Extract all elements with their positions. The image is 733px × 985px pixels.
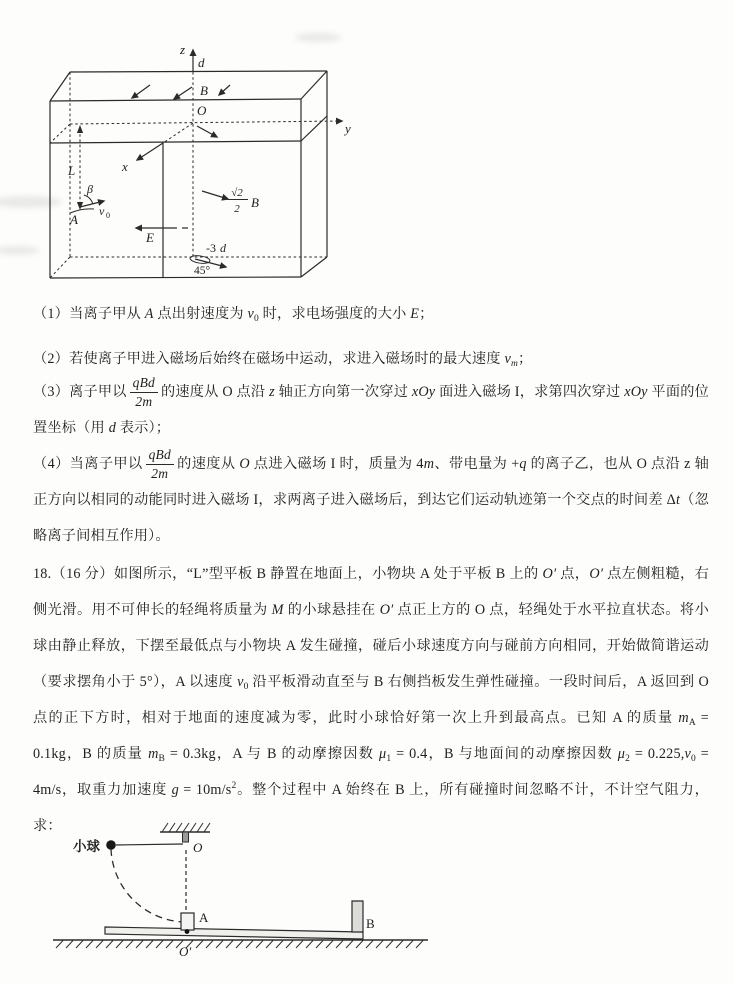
ball [106, 840, 116, 850]
x-axis-label: x [122, 159, 128, 174]
angle-ellipse [190, 255, 211, 265]
e-field-label: E [146, 230, 154, 245]
magnetic-field-3d-figure [30, 32, 410, 304]
ball-label: 小球 [73, 839, 100, 854]
svg-text:√2: √2 [231, 187, 243, 199]
svg-text:B: B [251, 195, 259, 210]
angle-45-label: 45° [194, 265, 211, 277]
l-label: L [68, 163, 76, 178]
b-field-arrows [132, 85, 230, 99]
problem-18-statement: 18.（16 分）如图所示，“L”型平板 B 静置在地面上，小物块 A 处于平板 B 上的 O′ 点，O′ 点左侧粗糙，右侧光滑。用不可伸长的轻绳将质量为 M 的小球悬挂在 O′ 点正上方的 O 点，轻绳处于水平拉直状态。将小球由静止释放，下摆至最低点与小物块 A 发生碰撞，碰后小球速度方向与碰前方向相同，开始做简谐运动（要求摆角小于 5°），A 以速度 $v_0$ 沿平板滑动直至与 B 右侧挡板发生弹性碰撞。一段时间后，A 返回到 O 点的正下方时，相对于地面的速度减为零，此时小球恰好第一次上升到最高点。已知 A 的质量 $m_A = 0.1kg$，B 的质量 $m_B = 0.3kg$，A 与 B 的动摩擦因数 $\mu_1 = 0.4$，B 与地面间的动摩擦因数 $\mu_2 = 0.225,v_0 = 4m/s$，取重力加速度 $g = 10m/s^2$。整个过程中 A 始终在 B 上，所有碰撞时间忽略不计，不计空气阻力，求： [33, 566, 710, 834]
o-point-label: O [193, 840, 203, 855]
block-a [181, 913, 194, 930]
origin-label: O [197, 103, 207, 118]
hanger-pin [183, 832, 189, 842]
box-hidden-edges [50, 72, 327, 278]
v0-sub-label: 0 [106, 211, 110, 220]
b2-field-arrow [202, 191, 228, 199]
board-wall [352, 901, 363, 932]
block-a-label: A [199, 910, 209, 925]
box-edges [50, 71, 327, 278]
origin-arrow [197, 126, 217, 137]
x-axis [137, 143, 163, 160]
swing-arc [111, 849, 184, 922]
ceiling-mount [160, 823, 210, 842]
board-label: B [366, 916, 375, 931]
a-point-label: A [70, 212, 78, 227]
problem-17-part-2: （2）若使离子甲进入磁场后始终在磁场中运动，求进入磁场时的最大速度 $v_m$； [33, 351, 533, 369]
ground-hatching [56, 941, 423, 949]
v0-label: v [99, 204, 105, 218]
board [105, 927, 363, 939]
svg-text:2: 2 [234, 203, 240, 215]
string [116, 844, 183, 845]
problem-17-part-3: （3）离子甲以 $\frac{\text{qBd}}{2m}$ 的速度从 O 点沿 z 轴正方向第一次穿过 xOy 面进入磁场 I，求第四次穿过 xOy 平面的位置坐标（用 d 表示）； [33, 375, 709, 437]
o-prime-dot [185, 929, 190, 934]
problem-17-part-4: （4）当离子甲以 $\frac{\text{qBd}}{2m}$ 的速度从 O 点进入磁场 I 时，质量为 4m、带电量为 +q 的离子乙，也从 O 点沿 z 轴正方向以相同的动能同时进入磁场 I，求两离子进入磁场后，到达它们运动轨迹第一个交点的时间差 Δt（忽略离子间相互作用）。 [33, 447, 709, 545]
o-prime-label: O′ [179, 944, 192, 959]
l-arrow-up [77, 125, 83, 133]
beta-label: β [87, 182, 93, 196]
pendulum-board-figure [40, 810, 470, 975]
minus-3d-d: d [220, 241, 226, 255]
beta-arc [84, 195, 93, 204]
minus-3d-label: -3 [206, 241, 216, 255]
b-field-label: B [200, 83, 208, 98]
problem-17-part-1: （1）当离子甲从 A 点出射速度为 $v_0$ 时，求电场强度的大小 E； [33, 306, 434, 324]
d-label: d [198, 55, 205, 70]
z-axis-label: z [180, 42, 186, 57]
y-axis-label: y [345, 121, 351, 136]
sqrt2-over-2-B-label [227, 187, 259, 215]
